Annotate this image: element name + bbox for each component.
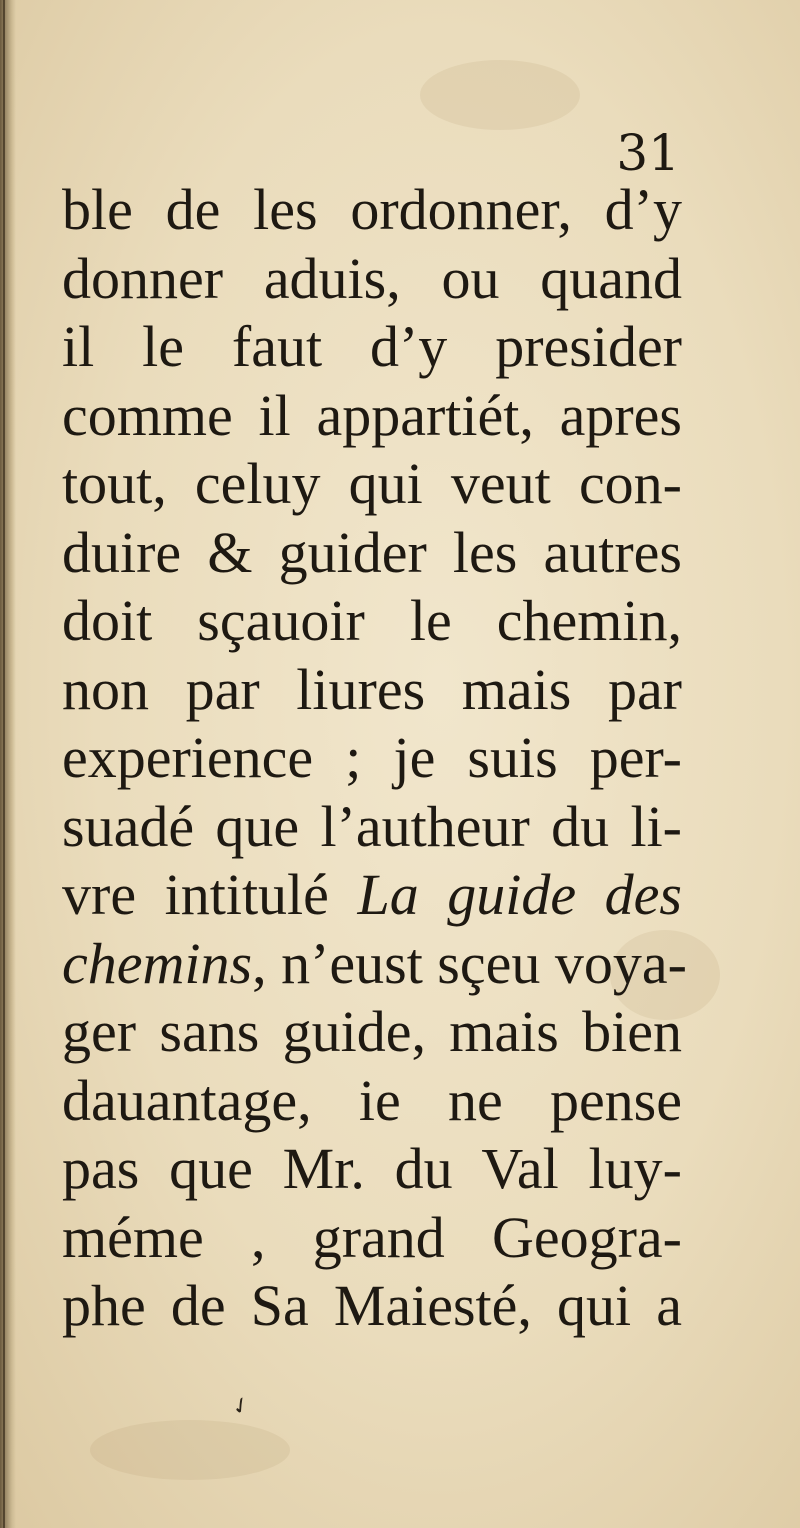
text-line: [62, 450, 682, 519]
text-segment: doit sçauoir le chemin,: [62, 588, 682, 653]
text-segment: méme , grand Geogra-: [62, 1204, 682, 1270]
text-line: [62, 176, 682, 245]
text-segment: donner aduis, ou quand: [62, 245, 682, 311]
text-segment: phe de Sa Maiesté, qui a: [62, 1273, 682, 1338]
text-line: [62, 656, 682, 725]
text-line: [62, 245, 682, 314]
italic-text-segment: chemins: [62, 930, 253, 996]
text-line: [62, 793, 682, 862]
text-line: [62, 382, 682, 451]
ink-mark: ✓: [226, 1391, 256, 1422]
text-line: [62, 313, 682, 382]
text-line: [62, 930, 687, 999]
text-segment: experience ; je suis per-: [62, 725, 682, 790]
text-segment: duire & guider les autres: [62, 519, 682, 585]
text-line: [62, 998, 682, 1067]
text-line: [62, 1067, 682, 1136]
body-text: [62, 176, 687, 1341]
italic-text-segment: La guide des: [357, 862, 682, 927]
text-line: [62, 724, 682, 793]
text-line: [62, 861, 682, 930]
paper-stain: [90, 1420, 290, 1480]
text-segment: non par liures mais par: [62, 656, 682, 722]
text-segment: , n’eust sçeu voya-: [252, 930, 687, 996]
text-segment: ger sans guide, mais bien: [62, 999, 682, 1064]
text-segment: tout, celuy qui veut con-: [62, 451, 682, 516]
text-segment: suadé que l’autheur du li-: [62, 793, 682, 859]
text-segment: dauantage, ie ne pense: [62, 1067, 682, 1133]
text-line: [62, 519, 682, 588]
text-line: [62, 1204, 682, 1273]
text-segment: comme il appartiét, apres: [62, 382, 682, 448]
text-line: [62, 1272, 682, 1341]
text-segment: pas que Mr. du Val luy-: [62, 1136, 682, 1201]
text-line: [62, 587, 682, 656]
text-segment: ble de les ordonner, d’y: [62, 177, 682, 242]
text-segment: il le faut d’y presider: [62, 314, 682, 379]
paper-stain: [420, 60, 580, 130]
text-line: [62, 1135, 682, 1204]
page-number: 31: [616, 124, 680, 182]
binding-line: [3, 0, 5, 1528]
text-segment: vre intitulé: [62, 862, 358, 927]
